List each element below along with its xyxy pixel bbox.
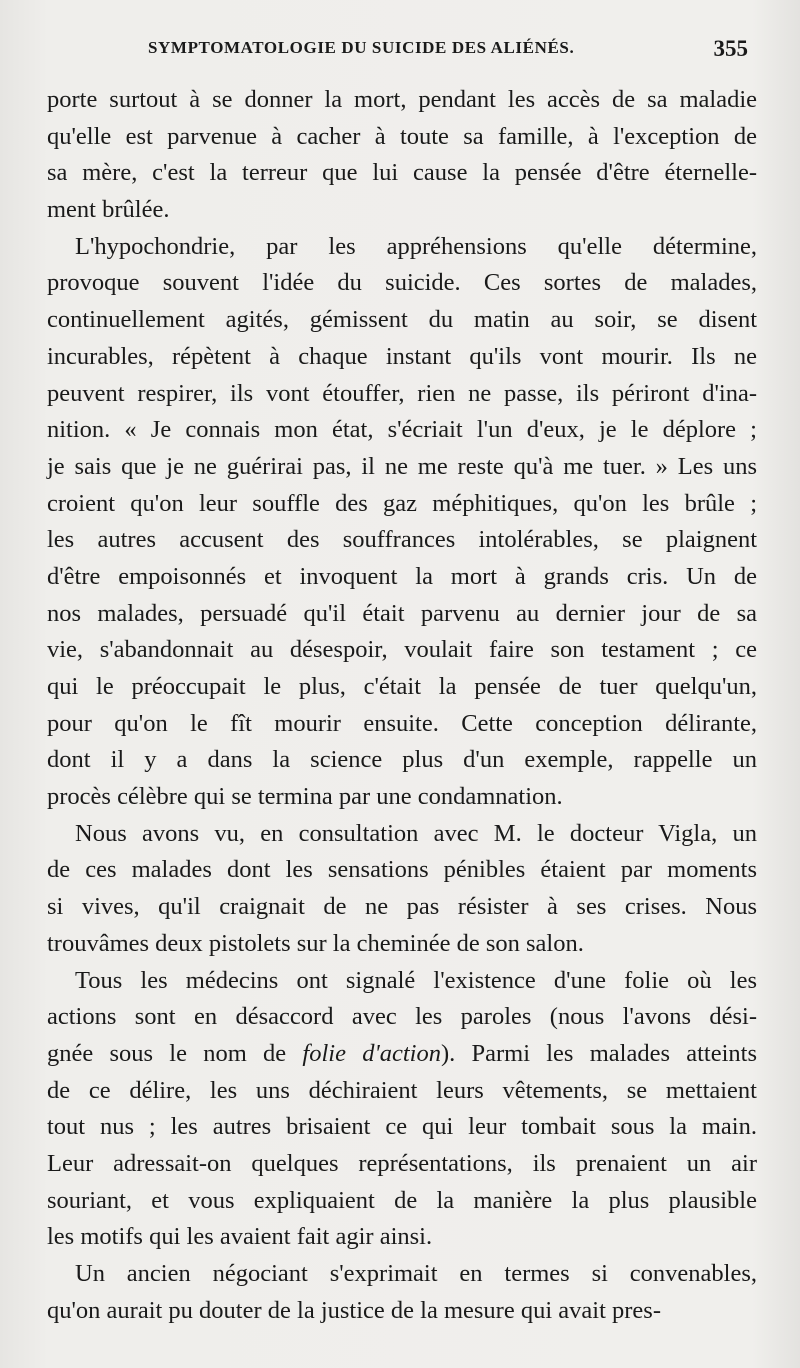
text-line: de ces malades dont les sensations pénibles étaient par moments xyxy=(47,856,757,884)
text-line: tout nus ; les autres brisaient ce qui leur tombait sous la main. xyxy=(47,1113,757,1141)
page-header xyxy=(148,38,748,68)
text-line: actions sont en désaccord avec les paroles (nous l'avons dési- xyxy=(47,1003,757,1031)
text-line: de ce délire, les uns déchiraient leurs vêtements, se mettaient xyxy=(47,1076,757,1104)
text-line: vie, s'abandonnait au désespoir, voulait faire son testament ; ce xyxy=(47,636,757,664)
text-line: croient qu'on leur souffle des gaz méphitiques, qu'on les brûle ; xyxy=(47,489,757,517)
text-line: trouvâmes deux pistolets sur la cheminée de son salon. xyxy=(47,929,584,957)
text-line: sa mère, c'est la terreur que lui cause la pensée d'être éternelle- xyxy=(47,159,757,187)
paragraph xyxy=(47,963,757,1257)
page-number: 355 xyxy=(713,36,748,61)
text-line: nition. « Je connais mon état, s'écriait l'un d'eux, je le déplore ; xyxy=(47,416,757,444)
italic-term: folie d'action xyxy=(302,1039,441,1067)
text-line: Un ancien négociant s'exprimait en termes si convenables, xyxy=(75,1260,757,1287)
paragraph xyxy=(47,816,757,963)
text-line: procès célèbre qui se termina par une condamnation. xyxy=(47,783,563,811)
text-line: porte surtout à se donner la mort, pendant les accès de sa maladie xyxy=(47,86,757,113)
text-line: incurables, répètent à chaque instant qu'ils vont mourir. Ils ne xyxy=(47,342,757,370)
paragraph xyxy=(47,82,757,229)
text-line: gnée sous le nom de folie d'action). Parmi les malades atteints xyxy=(47,1039,757,1067)
text-line: d'être empoisonnés et invoquent la mort à grands cris. Un de xyxy=(47,562,757,590)
text-line: je sais que je ne guérirai pas, il ne me reste qu'à me tuer. » Les uns xyxy=(47,452,757,480)
text-line: Leur adressait-on quelques représentations, ils prenaient un air xyxy=(47,1149,757,1177)
body-text xyxy=(47,82,757,1329)
text-line: provoque souvent l'idée du suicide. Ces sortes de malades, xyxy=(47,269,757,297)
paragraph xyxy=(47,1256,757,1329)
text-line: les autres accusent des souffrances intolérables, se plaignent xyxy=(47,526,757,554)
text-line: souriant, et vous expliquaient de la manière la plus plausible xyxy=(47,1186,757,1214)
text-line: dont il y a dans la science plus d'un exemple, rappelle un xyxy=(47,746,757,774)
running-title: SYMPTOMATOLOGIE DU SUICIDE DES ALIÉNÉS. xyxy=(148,38,575,57)
text-line: peuvent respirer, ils vont étouffer, rien ne passe, ils périront d'ina- xyxy=(47,379,757,407)
text-line: Nous avons vu, en consultation avec M. le docteur Vigla, un xyxy=(75,819,757,847)
text-line: qu'elle est parvenue à cacher à toute sa famille, à l'exception de xyxy=(47,122,757,150)
paragraph xyxy=(47,229,757,816)
text-line: qu'on aurait pu douter de la justice de la mesure qui avait pres- xyxy=(47,1296,661,1324)
text-line: Tous les médecins ont signalé l'existence d'une folie où les xyxy=(75,966,757,994)
text-line: nos malades, persuadé qu'il était parvenu au dernier jour de sa xyxy=(47,599,757,627)
text-line: L'hypochondrie, par les appréhensions qu'elle détermine, xyxy=(75,232,757,260)
text-line: pour qu'on le fît mourir ensuite. Cette conception délirante, xyxy=(47,709,757,737)
text-line: si vives, qu'il craignait de ne pas résister à ses crises. Nous xyxy=(47,893,757,921)
text-line: continuellement agités, gémissent du matin au soir, se disent xyxy=(47,306,757,334)
text-line: ment brûlée. xyxy=(47,196,170,224)
text-line: les motifs qui les avaient fait agir ainsi. xyxy=(47,1223,433,1251)
text-line: qui le préoccupait le plus, c'était la pensée de tuer quelqu'un, xyxy=(47,673,757,700)
